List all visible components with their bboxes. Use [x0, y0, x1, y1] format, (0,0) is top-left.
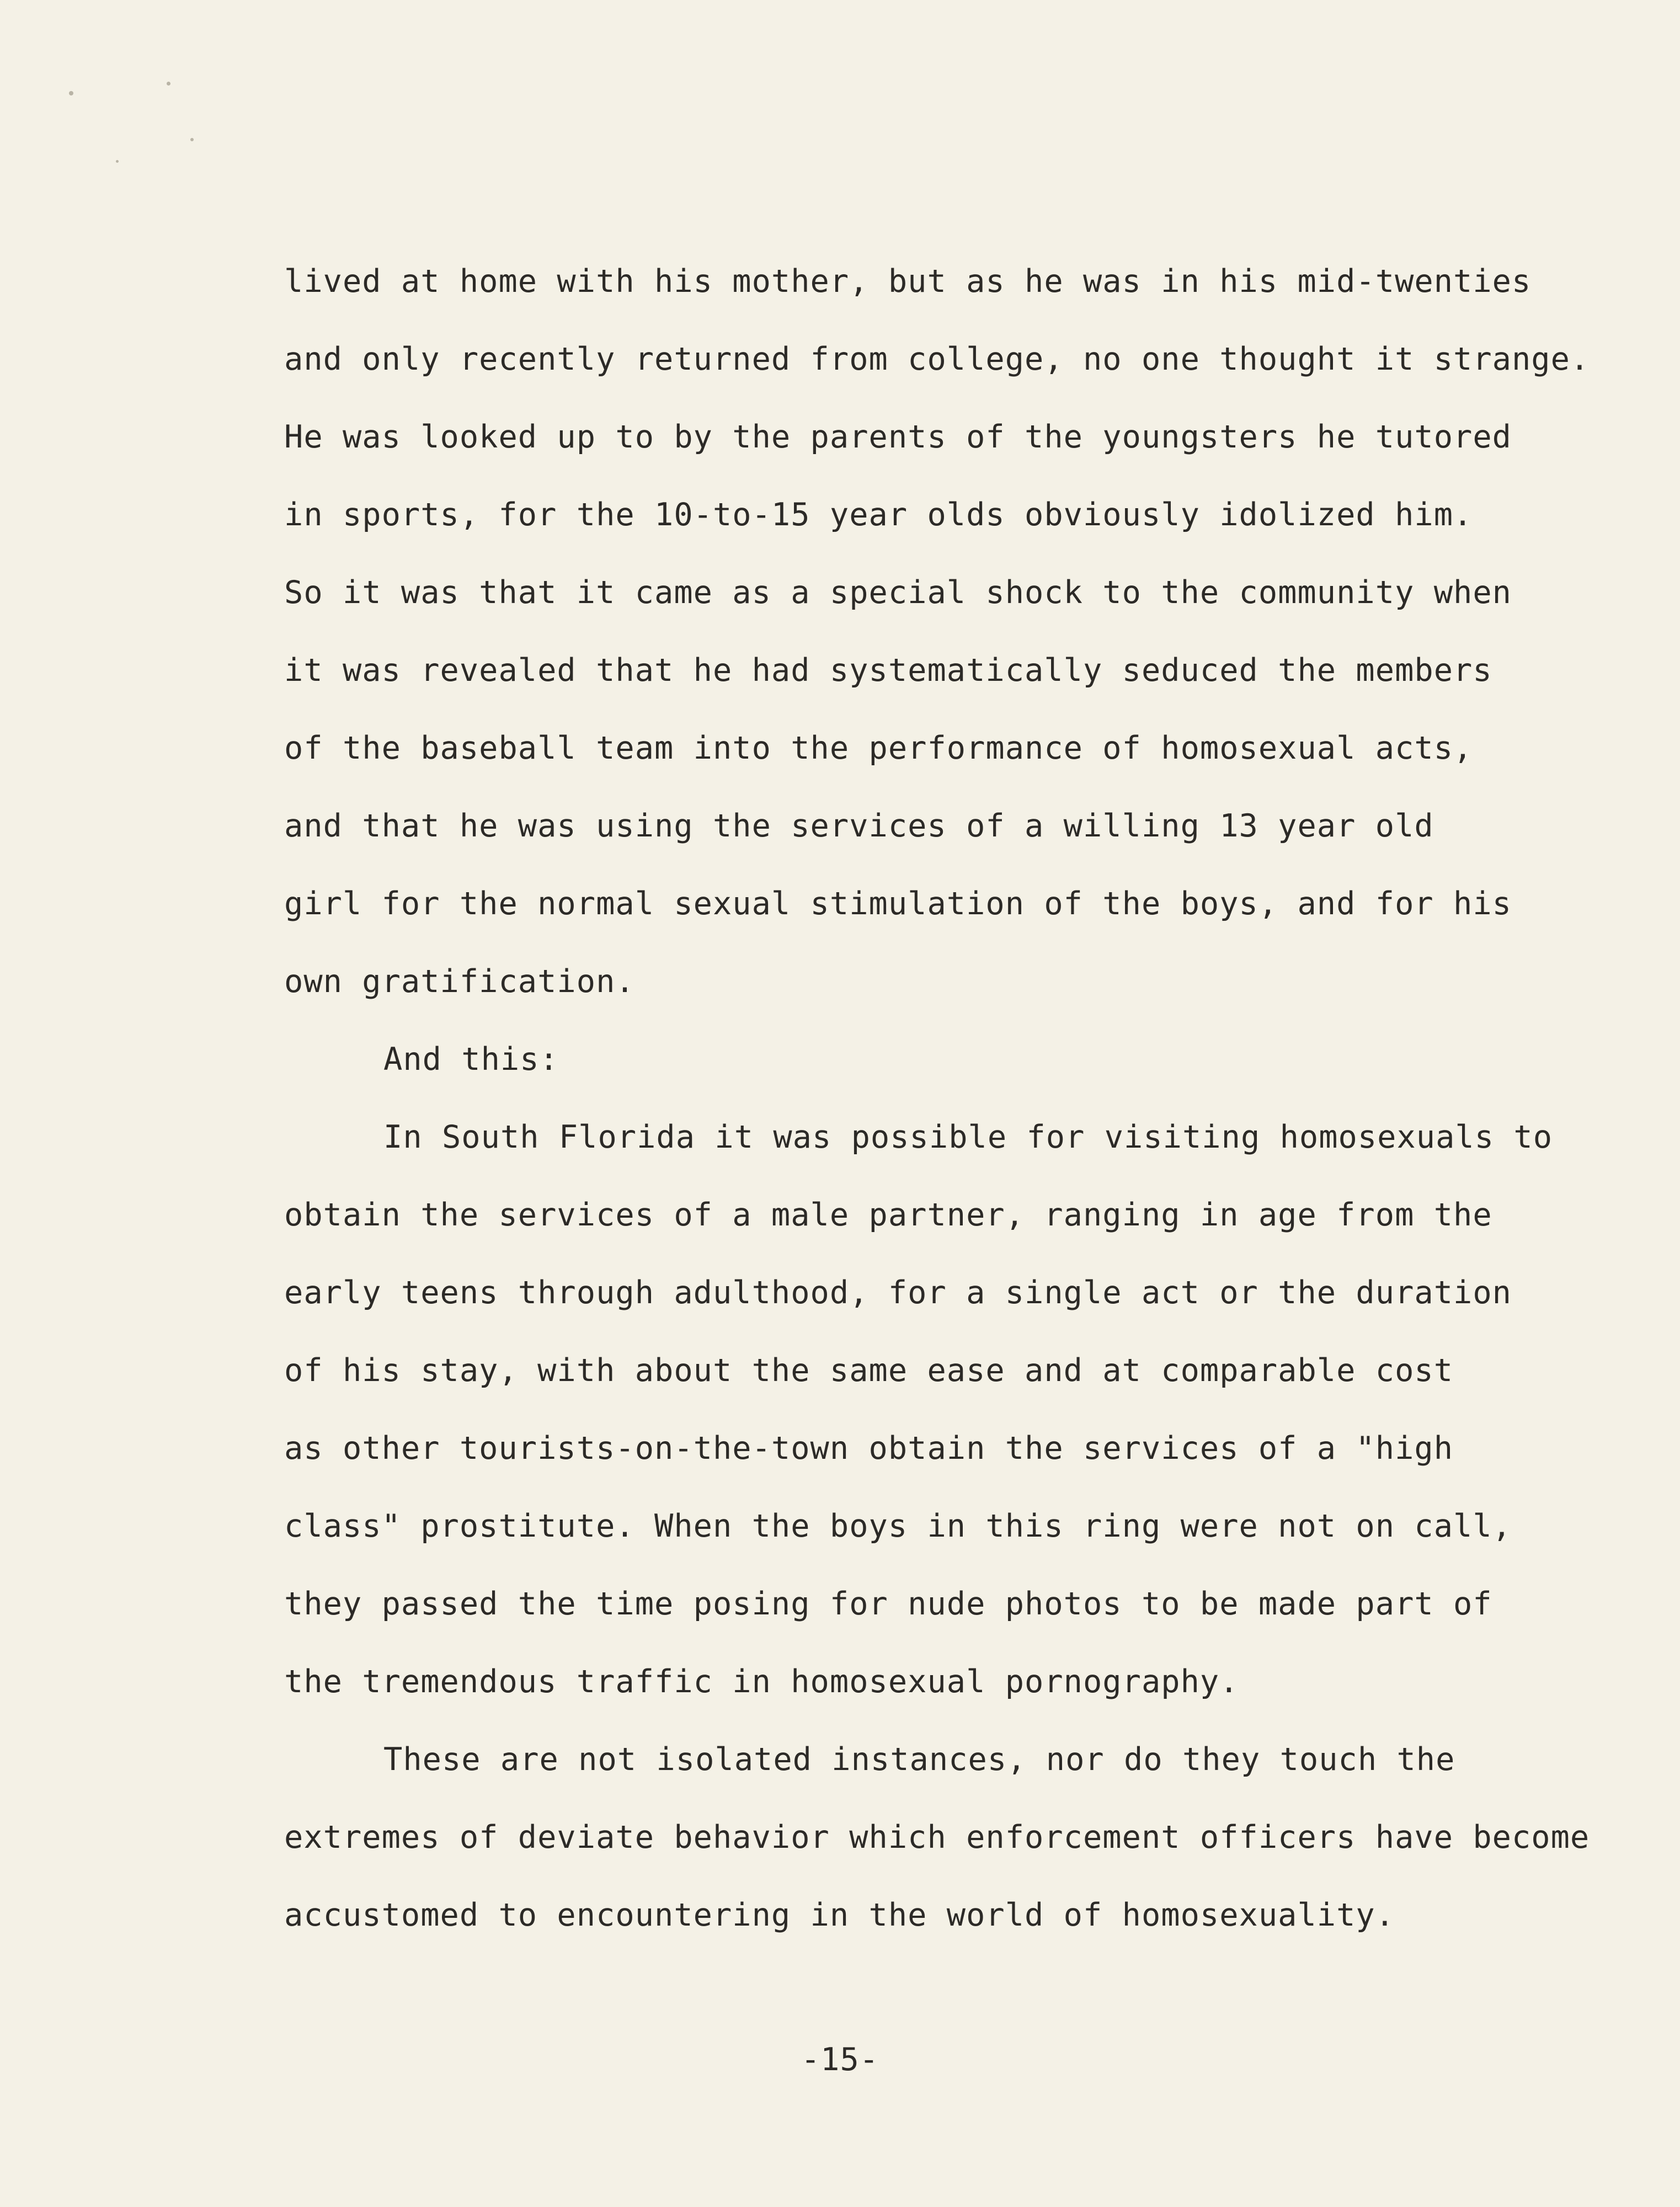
text-line: obtain the services of a male partner, ranging in age from the — [284, 1197, 1492, 1233]
paper-speck — [167, 82, 170, 86]
text-line: He was looked up to by the parents of the youngsters he tutored — [284, 419, 1512, 455]
page-number: -15- — [801, 2041, 879, 2078]
document-body — [284, 243, 1663, 1954]
text-line: lived at home with his mother, but as he was in his mid-twenties — [284, 263, 1532, 300]
text-line: and only recently returned from college, no one thought it strange. — [284, 341, 1590, 377]
text-line: of the baseball team into the performance of homosexual acts, — [284, 730, 1473, 766]
text-line: accustomed to encountering in the world of homosexuality. — [284, 1897, 1395, 1933]
text-line: it was revealed that he had systematically seduced the members — [284, 652, 1492, 689]
text-line: So it was that it came as a special shock to the community when — [284, 574, 1512, 611]
text-line: the tremendous traffic in homosexual pornography. — [284, 1664, 1239, 1700]
paper-speck — [116, 160, 119, 163]
paper-speck — [69, 91, 73, 95]
text-line: class" prostitute. When the boys in this ring were not on call, — [284, 1508, 1512, 1544]
text-line: early teens through adulthood, for a single act or the duration — [284, 1275, 1512, 1311]
text-line: girl for the normal sexual stimulation of the boys, and for his — [284, 886, 1512, 922]
text-line: they passed the time posing for nude photos to be made part of — [284, 1586, 1492, 1622]
paper-speck — [190, 138, 194, 141]
text-line: as other tourists-on-the-town obtain the services of a "high — [284, 1430, 1454, 1467]
text-line: own gratification. — [284, 963, 635, 1000]
text-line: extremes of deviate behavior which enforcement officers have become — [284, 1819, 1590, 1856]
text-line: of his stay, with about the same ease and at comparable cost — [284, 1352, 1454, 1389]
paragraph-start-line: And this: — [383, 1041, 559, 1078]
paragraph-start-line: In South Florida it was possible for visiting homosexuals to — [383, 1119, 1553, 1155]
text-line: in sports, for the 10-to-15 year olds obviously idolized him. — [284, 497, 1473, 533]
paragraph-start-line: These are not isolated instances, nor do they touch the — [383, 1741, 1455, 1778]
text-line: and that he was using the services of a willing 13 year old — [284, 808, 1434, 844]
